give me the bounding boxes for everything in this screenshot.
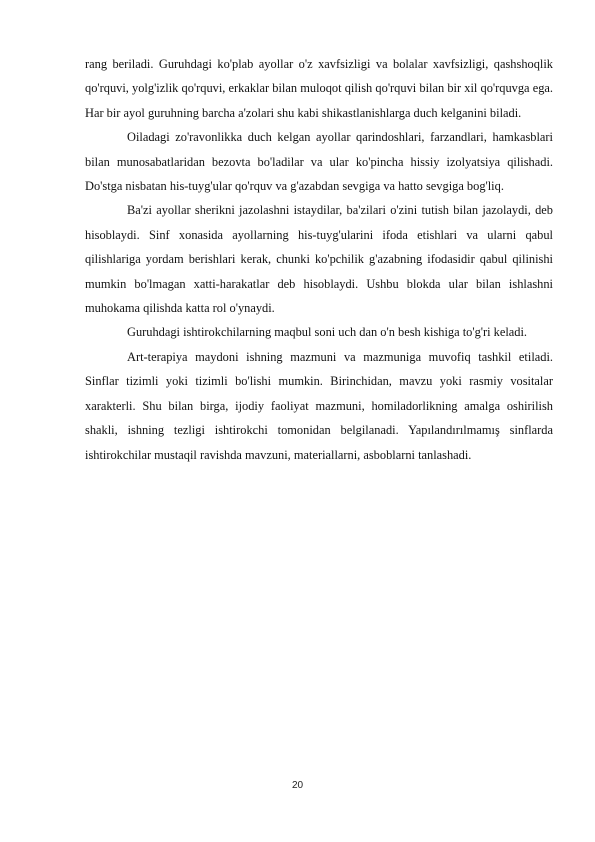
paragraph: Oiladagi zo'ravonlikka duch kelgan ayollar qarindoshlari, farzandlari, hamkasblari bilan munosabatlaridan bezovta bo'ladilar va ular ko'pincha hissiy izolyatsiya qilishadi. Do'stga nisbatan his-tuyg'ular qo'rquv va g'azabdan sevgiga va hatto sevgiga bog'liq. (85, 130, 553, 194)
paragraph: Guruhdagi ishtirokchilarning maqbul soni uch dan o'n besh kishiga to'g'ri keladi. (127, 325, 528, 340)
paragraph: rang beriladi. Guruhdagi ko'plab ayollar o'z xavfsizligi va bolalar xavfsizligi, qashshoqlik qo'rquvi, yolg'izlik qo'rquvi, erkaklar bilan muloqot qilish qo'rquvi bilan bir xil qo'rquvga ega. Har bir ayol guruhning barcha a'zolari shu kabi shikastlanishlarga duch kelganini biladi. (85, 57, 553, 120)
page-number: 20 (291, 780, 304, 791)
paragraph: Ba'zi ayollar sherikni jazolashni istaydilar, ba'zilari o'zini tutish bilan jazolaydi, deb hisoblaydi. Sinf xonasida ayollarning his-tuyg'ularini ifoda etishlari va ularni qabul qilishlariga yordam berishlari kerak, chunki ko'pchilik g'azabning ifodasidir qabul qilinishi mumkin bo'lmagan xatti-harakatlar deb hisoblaydi. Ushbu blokda ular bilan ishlashni muhokama qilishda katta rol o'ynaydi. (85, 203, 553, 316)
body-text (85, 52, 553, 467)
paragraph: Art-terapiya maydoni ishning mazmuni va mazmuniga muvofiq tashkil etiladi. Sinflar tizimli yoki tizimli bo'lishi mumkin. Birinchidan, mavzu yoki rasmiy vositalar xarakterli. Shu bilan birga, ijodiy faoliyat mazmuni, homiladorlikning amalga oshirilish shakli, ishning tezligi ishtirokchi tomonidan belgilanadi. Yapılandırılmamış sinflarda ishtirokchilar mustaqil ravishda mavzuni, materiallarni, asboblarni tanlashadi. (85, 349, 553, 462)
